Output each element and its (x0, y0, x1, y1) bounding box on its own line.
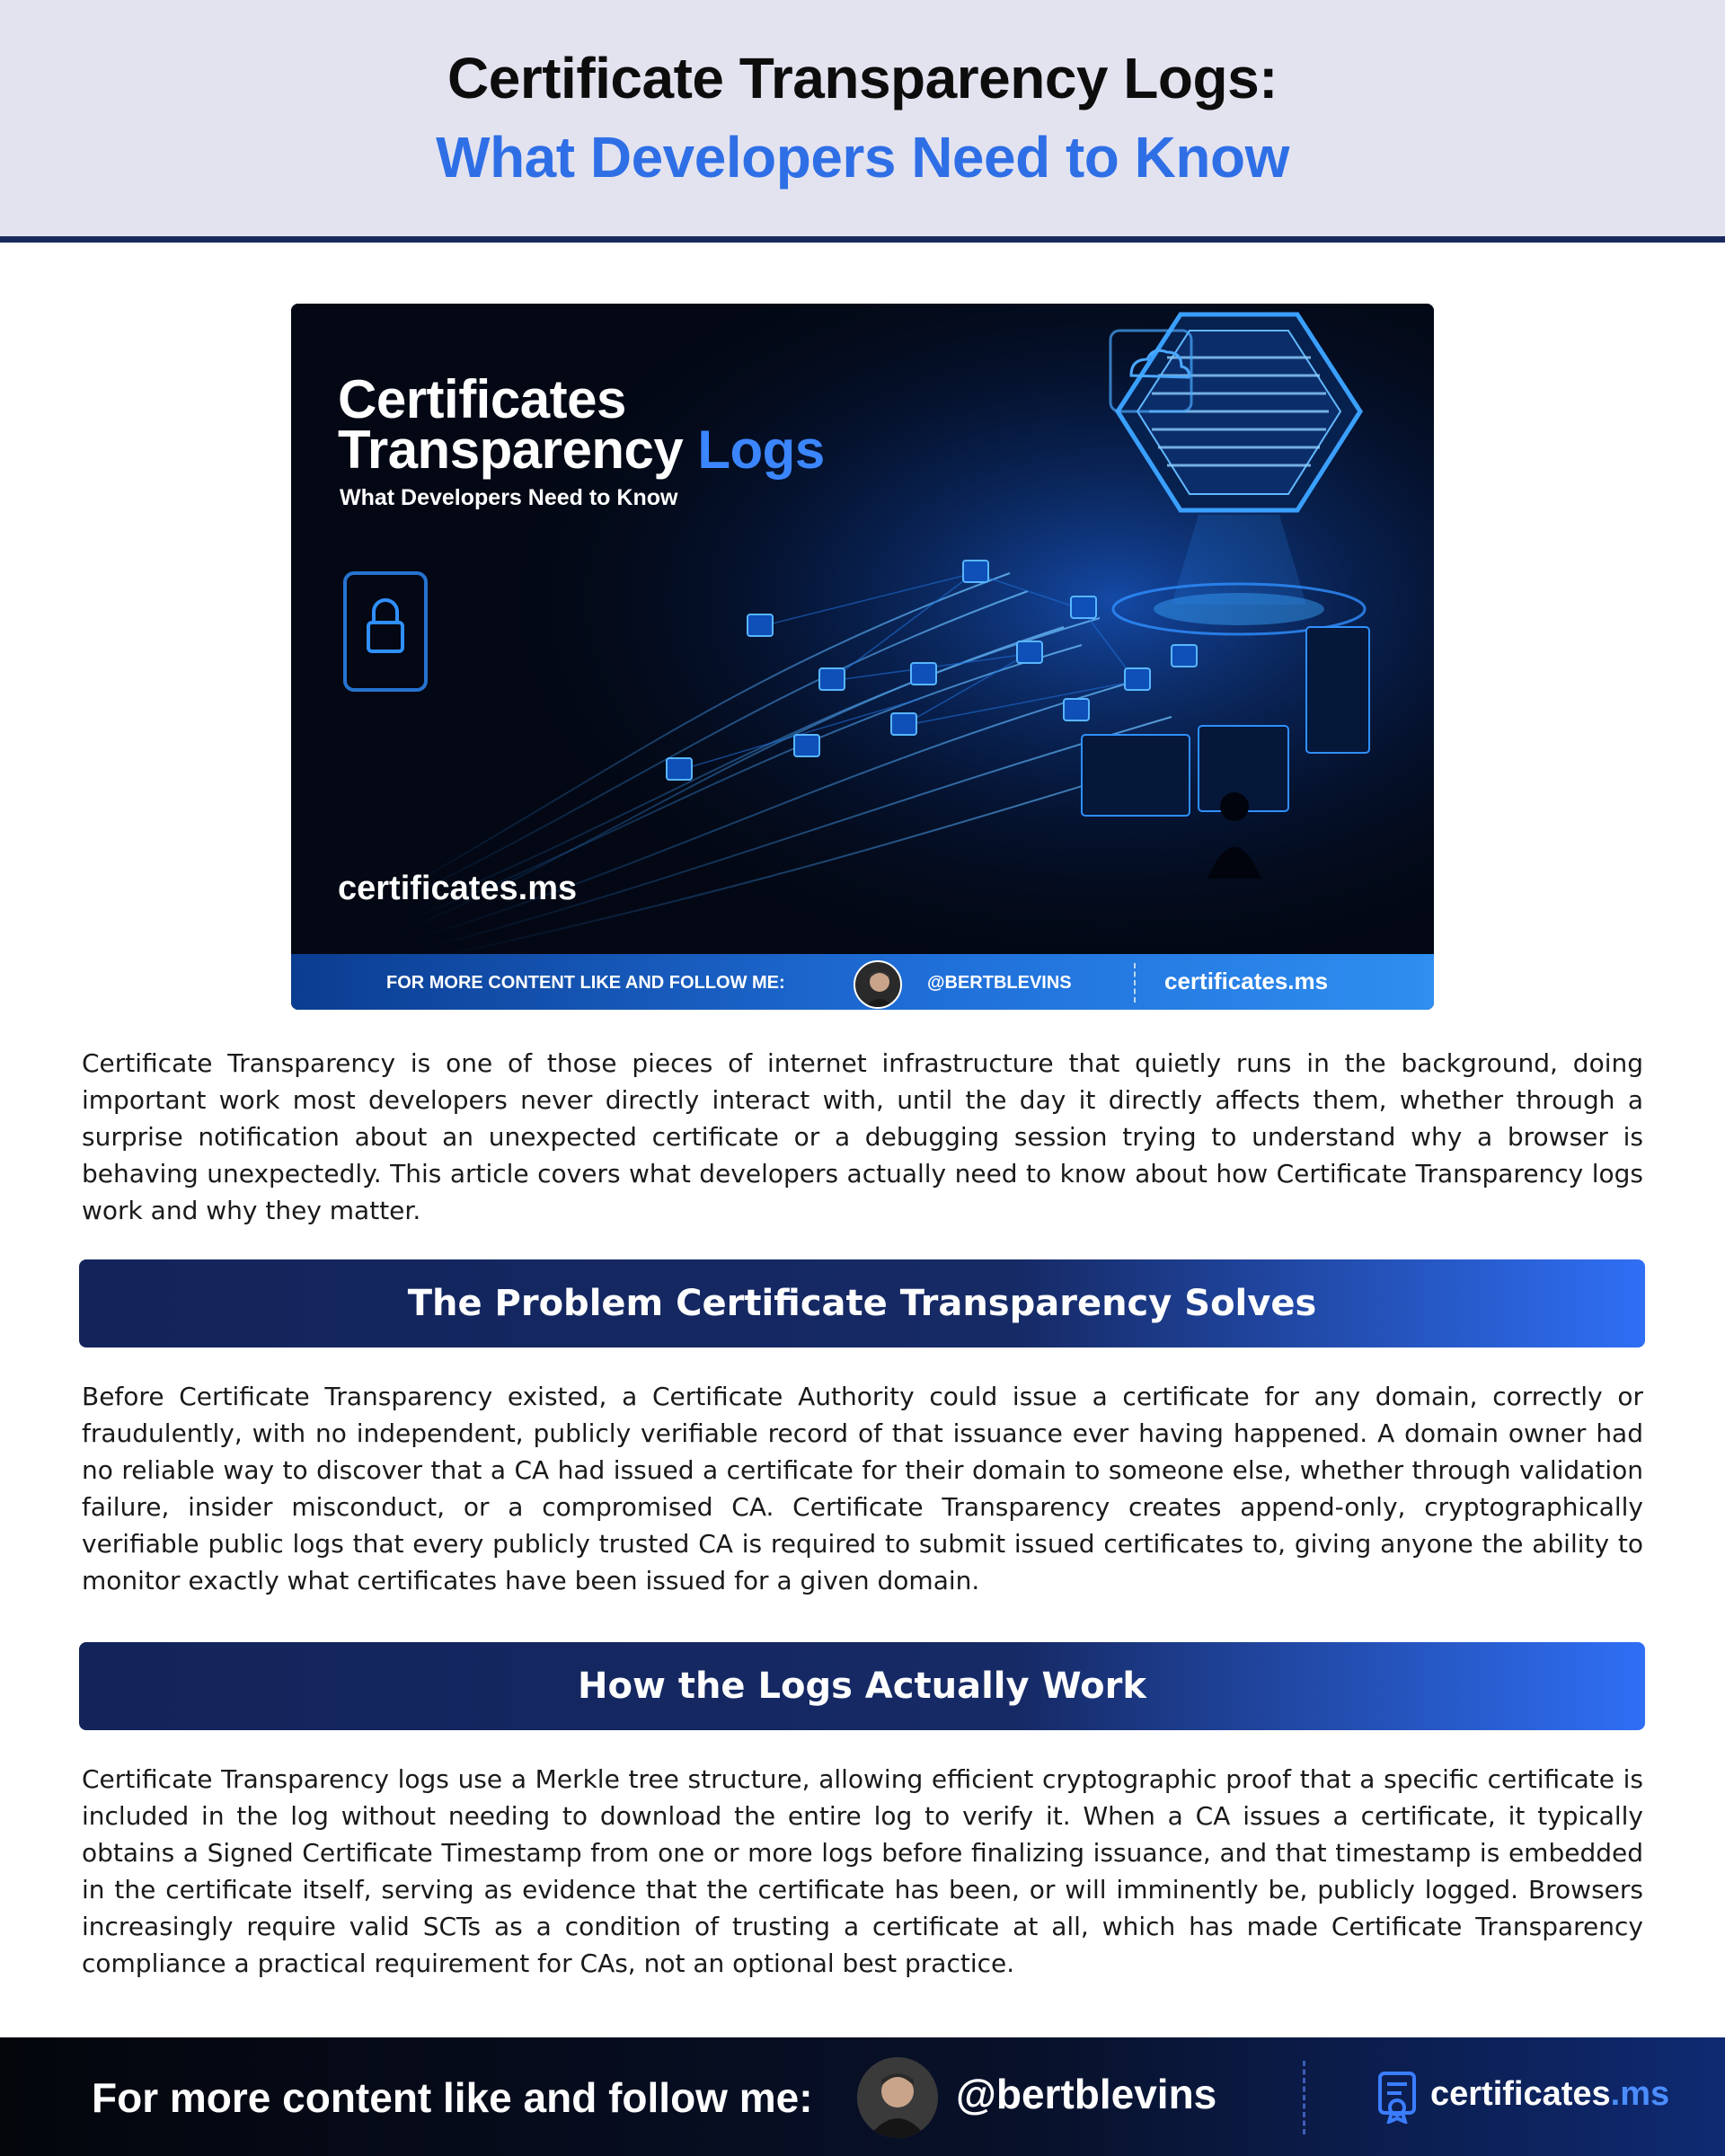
hero-subtitle: What Developers Need to Know (340, 485, 678, 510)
hero-logo: certificates.ms (338, 870, 578, 907)
page-footer (0, 2037, 1725, 2156)
footer-handle-link[interactable]: @bertblevins (956, 2071, 1217, 2117)
footer-site-link[interactable] (1430, 2075, 1669, 2114)
hero-title-line2-white: Transparency (338, 420, 698, 480)
section-heading-problem: The Problem Certificate Transparency Solves (79, 1259, 1645, 1348)
footer-site-tld: .ms (1610, 2075, 1670, 2113)
hero-bar-divider (1134, 963, 1136, 1003)
page-title: Certificate Transparency Logs: (447, 46, 1278, 110)
hero-follow-bar (291, 954, 1434, 1010)
hero-bar-site: certificates.ms (1164, 968, 1329, 994)
intro-paragraph: Certificate Transparency is one of those pieces of internet infrastructure that quietly runs in the background, doing important work most developers never directly interact with, until the day it directly affects them, whether through a surprise notification about an unexpected certificate or a debugging session trying to understand why a browser is behaving unexpectedly. This article covers what developers actually need to know about how Certificate Transparency logs work and why they matter. (82, 1048, 1643, 1225)
hero-title-line1: Certificates (338, 369, 626, 429)
footer-divider (1303, 2061, 1305, 2134)
section-body-problem: Before Certificate Transparency existed, a Certificate Authority could issue a certificate for any domain, correctly or fraudulently, with no independent, publicly verifiable record of that issuance ever having happened. A domain owner had no reliable way to discover that a CA had issued a certificate for their domain to someone else, whether through validation failure, insider misconduct, or a compromised CA. Certificate Transparency creates append-only, cryptographically verifiable public logs that every publicly trusted CA is required to submit issued certificates to, giving anyone the ability to monitor exactly what certificates have been issued for a given domain. (82, 1382, 1643, 1595)
hero-banner-image (291, 304, 1434, 1010)
footer-follow-text: For more content like and follow me: (92, 2074, 813, 2121)
hero-follow-text: FOR MORE CONTENT LIKE AND FOLLOW ME: (386, 973, 785, 993)
hero-title-line2 (338, 419, 825, 481)
section-heading-how-logs-work: How the Logs Actually Work (79, 1642, 1645, 1730)
user-avatar (854, 960, 902, 1009)
page-header (0, 0, 1725, 243)
section-body-how-logs-work: Certificate Transparency logs use a Merkle tree structure, allowing efficient cryptographic proof that a specific certificate is included in the log without needing to download the entire log to verify it. When a CA issues a certificate, it typically obtains a Signed Certificate Timestamp from one or more logs before finalizing issuance, and that timestamp is embedded in the certificate itself, serving as evidence that the certificate has been, or will imminently be, publicly logged. Browsers increasingly require valid SCTs as a condition of trusting a certificate at all, which has made Certificate Transparency compliance a practical requirement for CAs, not an optional best practice. (82, 1764, 1643, 1978)
footer-user-avatar[interactable] (857, 2057, 938, 2138)
footer-site-name: certificates (1430, 2075, 1611, 2113)
certificate-badge-icon (1376, 2070, 1418, 2127)
page-subtitle: What Developers Need to Know (436, 125, 1289, 190)
hero-title-line2-accent: Logs (697, 420, 825, 480)
hero-handle: @BERTBLEVINS (927, 973, 1072, 993)
